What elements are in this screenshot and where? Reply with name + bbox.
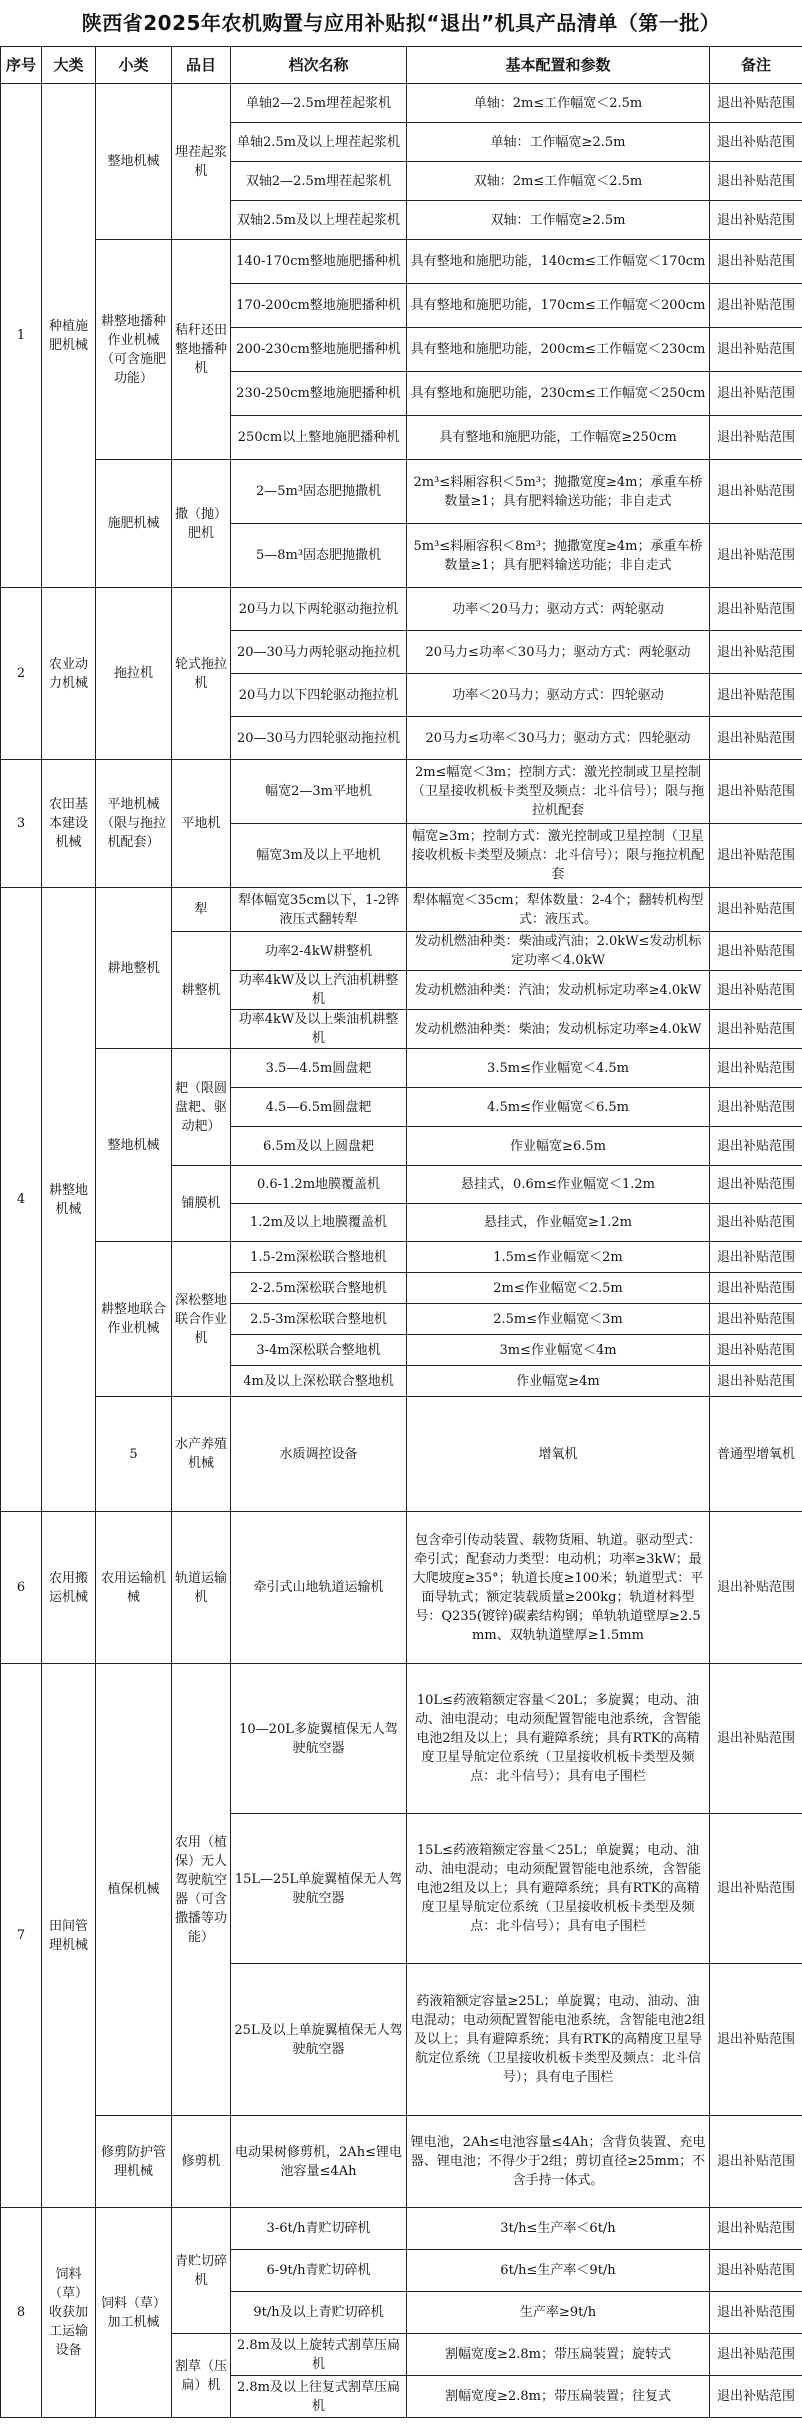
cell-name: 1.2m及以上地膜覆盖机: [231, 1204, 407, 1242]
cell-remark: 退出补贴范围: [710, 824, 802, 888]
cell-name: 功率4kW及以上柴油机耕整机: [231, 1010, 407, 1049]
cell-spec: 悬挂式，0.6m≤作业幅宽＜1.2m: [407, 1166, 710, 1204]
cell-name: 4m及以上深松联合整地机: [231, 1366, 407, 1397]
cell-remark: 退出补贴范围: [710, 1814, 802, 1964]
header-seq: 序号: [1, 47, 42, 84]
cell-remark: 退出补贴范围: [710, 328, 802, 372]
cell-item: 青贮切碎机: [172, 2208, 231, 2334]
cell-name: 双轴2.5m及以上埋茬起浆机: [231, 201, 407, 240]
cell-name: 3-6t/h青贮切碎机: [231, 2208, 407, 2250]
cell-name: 140-170cm整地施肥播种机: [231, 240, 407, 284]
table-row: [1, 1664, 802, 1814]
cell-name: 单轴2.5m及以上埋茬起浆机: [231, 123, 407, 162]
cell-remark: 退出补贴范围: [710, 2116, 802, 2208]
cell-major: 水产养殖机械: [172, 1397, 231, 1512]
cell-spec: 4.5m≤作业幅宽＜6.5m: [407, 1088, 710, 1127]
cell-name: 20—30马力两轮驱动拖拉机: [231, 631, 407, 674]
cell-name: 幅宽2—3m平地机: [231, 760, 407, 824]
header-minor: 小类: [96, 47, 172, 84]
cell-spec: 单轴：工作幅宽≥2.5m: [407, 123, 710, 162]
cell-item: 平地机: [172, 760, 231, 888]
cell-name: 3.5—4.5m圆盘耙: [231, 1049, 407, 1088]
cell-spec: 15L≤药液箱额定容量＜25L；单旋翼；电动、油动、油电混动；电动须配置智能电池系统，含智能电池2组及以上；具有避障系统；具有RTK的高精度卫星导航定位系统（卫星接收机板卡类型及频点：北斗信号）；具有电子围栏: [407, 1814, 710, 1964]
cell-name: 230-250cm整地施肥播种机: [231, 372, 407, 416]
cell-remark: 退出补贴范围: [710, 1127, 802, 1166]
cell-spec: 2m≤作业幅宽＜2.5m: [407, 1273, 710, 1304]
cell-remark: 退出补贴范围: [710, 162, 802, 201]
cell-remark: 退出补贴范围: [710, 1664, 802, 1814]
table-row: [1, 2208, 802, 2250]
cell-remark: 退出补贴范围: [710, 932, 802, 971]
cell-name: 双轴2—2.5m埋茬起浆机: [231, 162, 407, 201]
cell-item: 割草（压扁）机: [172, 2334, 231, 2418]
cell-name: 2.8m及以上往复式割草压扁机: [231, 2376, 407, 2418]
table-row: [1, 760, 802, 824]
cell-remark: 退出补贴范围: [710, 888, 802, 932]
cell-name: 20—30马力四轮驱动拖拉机: [231, 717, 407, 760]
cell-major: 农田基本建设机械: [42, 760, 96, 888]
cell-remark: 退出补贴范围: [710, 717, 802, 760]
cell-spec: 双轴：2m≤工作幅宽＜2.5m: [407, 162, 710, 201]
cell-spec: 20马力≤功率＜30马力；驱动方式：两轮驱动: [407, 631, 710, 674]
cell-name: 2-2.5m深松联合整地机: [231, 1273, 407, 1304]
cell-spec: 发动机燃油种类：汽油；发动机标定功率≥4.0kW: [407, 971, 710, 1010]
cell-spec: 3.5m≤作业幅宽＜4.5m: [407, 1049, 710, 1088]
cell-remark: 退出补贴范围: [710, 2376, 802, 2418]
cell-remark: 退出补贴范围: [710, 1512, 802, 1664]
cell-spec: 具有整地和施肥功能，230cm≤工作幅宽＜250cm: [407, 372, 710, 416]
cell-remark: 退出补贴范围: [710, 372, 802, 416]
cell-remark: 退出补贴范围: [710, 631, 802, 674]
cell-major: 种植施肥机械: [42, 84, 96, 588]
cell-remark: 退出补贴范围: [710, 588, 802, 631]
table-row: [1, 2116, 802, 2208]
cell-seq: 1: [1, 84, 42, 588]
cell-name: 牵引式山地轨道运输机: [231, 1512, 407, 1664]
cell-spec: 6t/h≤生产率＜9t/h: [407, 2250, 710, 2292]
cell-item: 铺膜机: [172, 1166, 231, 1242]
cell-remark: 退出补贴范围: [710, 84, 802, 123]
cell-spec: 双轴：工作幅宽≥2.5m: [407, 201, 710, 240]
table-header-row: [1, 47, 802, 84]
cell-minor: 农用运输机械: [96, 1512, 172, 1664]
cell-spec: 3t/h≤生产率＜6t/h: [407, 2208, 710, 2250]
cell-remark: 退出补贴范围: [710, 1366, 802, 1397]
cell-seq: 3: [1, 760, 42, 888]
cell-seq: 7: [1, 1664, 42, 2208]
cell-name: 4.5—6.5m圆盘耙: [231, 1088, 407, 1127]
cell-remark: 退出补贴范围: [710, 1010, 802, 1049]
cell-spec: 功率＜20马力；驱动方式：四轮驱动: [407, 674, 710, 717]
cell-spec: 2m≤幅宽＜3m；控制方式：激光控制或卫星控制（卫星接收机板卡类型及频点：北斗信号）；限与拖拉机配套: [407, 760, 710, 824]
cell-seq: 6: [1, 1512, 42, 1664]
cell-name: 普通型增氧机: [710, 1397, 802, 1512]
cell-spec: 作业幅宽≥6.5m: [407, 1127, 710, 1166]
cell-spec: 发动机燃油种类：柴油；发动机标定功率≥4.0kW: [407, 1010, 710, 1049]
cell-name: 2.5-3m深松联合整地机: [231, 1304, 407, 1335]
cell-minor: 修剪防护管理机械: [96, 2116, 172, 2208]
cell-minor: 耕地整机: [96, 888, 172, 1049]
cell-name: 2.8m及以上旋转式割草压扁机: [231, 2334, 407, 2376]
cell-item: 撒（抛）肥机: [172, 460, 231, 588]
cell-name: 6.5m及以上圆盘耙: [231, 1127, 407, 1166]
cell-name: 200-230cm整地施肥播种机: [231, 328, 407, 372]
cell-name: 170-200cm整地施肥播种机: [231, 284, 407, 328]
cell-name: 电动果树修剪机，2Ah≤锂电池容量≤4Ah: [231, 2116, 407, 2208]
cell-item: 耙（限圆盘耙、驱动耙）: [172, 1049, 231, 1166]
cell-spec: 锂电池，2Ah≤电池容量≤4Ah；含背负装置、充电器、锂电池；不得少于2组；剪切直径≥25mm；不含手持一体式。: [407, 2116, 710, 2208]
cell-remark: 退出补贴范围: [710, 284, 802, 328]
cell-remark: 退出补贴范围: [710, 674, 802, 717]
cell-remark: 退出补贴范围: [710, 416, 802, 460]
header-item: 品目: [172, 47, 231, 84]
cell-name: 25L及以上单旋翼植保无人驾驶航空器: [231, 1964, 407, 2116]
header-major: 大类: [42, 47, 96, 84]
table-row: [1, 1397, 802, 1512]
cell-remark: 退出补贴范围: [710, 1335, 802, 1366]
cell-remark: 退出补贴范围: [710, 2208, 802, 2250]
cell-minor: 整地机械: [96, 84, 172, 240]
header-spec: 基本配置和参数: [407, 47, 710, 84]
header-name: 档次名称: [231, 47, 407, 84]
cell-spec: 药液箱额定容量≥25L；单旋翼；电动、油动、油电混动；电动须配置智能电池系统，含智能电池2组及以上；具有避障系统；具有RTK的高精度卫星导航定位系统（卫星接收机板卡类型及频点：北斗信号）；具有电子围栏: [407, 1964, 710, 2116]
cell-spec: 5m³≤料厢容积＜8m³；抛撒宽度≥4m；承重车桥数量≥1；具有肥料输送功能；非自走式: [407, 524, 710, 588]
cell-item: 耕整机: [172, 932, 231, 1049]
cell-remark: 退出补贴范围: [710, 524, 802, 588]
cell-remark: 退出补贴范围: [710, 1242, 802, 1273]
cell-remark: 退出补贴范围: [710, 760, 802, 824]
cell-remark: 退出补贴范围: [710, 2334, 802, 2376]
cell-minor: 水质调控设备: [231, 1397, 407, 1512]
table-row: [1, 84, 802, 123]
cell-name: 0.6-1.2m地膜覆盖机: [231, 1166, 407, 1204]
cell-spec: 悬挂式，作业幅宽≥1.2m: [407, 1204, 710, 1242]
cell-spec: 具有整地和施肥功能，140cm≤工作幅宽＜170cm: [407, 240, 710, 284]
cell-name: 功率2-4kW耕整机: [231, 932, 407, 971]
cell-remark: 退出补贴范围: [710, 1964, 802, 2116]
table-row: [1, 888, 802, 932]
cell-spec: 包含牵引传动装置、载物货厢、轨道。驱动型式：牵引式；配套动力类型：电动机；功率≥3kW；最大爬坡度≥35°；轨道长度≥100米；轨道型式：平面导轨式；额定装载质量≥200kg；轨道材料型号：Q235(镀锌)碳素结构钢；单轨轨道壁厚≥2.5mm、双轨轨道壁厚≥1.5mm: [407, 1512, 710, 1664]
cell-name: 单轴2—2.5m埋茬起浆机: [231, 84, 407, 123]
cell-name: 幅宽3m及以上平地机: [231, 824, 407, 888]
cell-name: 250cm以上整地施肥播种机: [231, 416, 407, 460]
cell-remark: 退出补贴范围: [710, 201, 802, 240]
table-row: [1, 240, 802, 284]
page-title: 陕西省2025年农机购置与应用补贴拟“退出”机具产品清单（第一批）: [81, 11, 721, 35]
cell-item: 犁: [172, 888, 231, 932]
cell-major: 耕整地机械: [42, 888, 96, 1512]
cell-seq: 4: [1, 888, 42, 1512]
cell-minor: 整地机械: [96, 1049, 172, 1242]
cell-name: 2—5m³固态肥抛撒机: [231, 460, 407, 524]
cell-spec: 1.5m≤作业幅宽＜2m: [407, 1242, 710, 1273]
cell-major: 农用搬运机械: [42, 1512, 96, 1664]
cell-remark: 退出补贴范围: [710, 1166, 802, 1204]
cell-seq: 5: [96, 1397, 172, 1512]
cell-minor: 饲料（草）加工机械: [96, 2208, 172, 2418]
table-row: [1, 588, 802, 631]
cell-seq: 8: [1, 2208, 42, 2418]
cell-minor: 植保机械: [96, 1664, 172, 2116]
cell-item: 埋茬起浆机: [172, 84, 231, 240]
cell-name: 20马力以下两轮驱动拖拉机: [231, 588, 407, 631]
cell-remark: 退出补贴范围: [710, 1204, 802, 1242]
cell-major: 饲料（草）收获加工运输设备: [42, 2208, 96, 2418]
cell-name: 功率4kW及以上汽油机耕整机: [231, 971, 407, 1010]
cell-spec: 割幅宽度≥2.8m；带压扁装置；往复式: [407, 2376, 710, 2418]
cell-item: 农用（植保）无人驾驶航空器（可含撒播等功能）: [172, 1664, 231, 2116]
cell-name: 1.5-2m深松联合整地机: [231, 1242, 407, 1273]
cell-minor: 耕整地播种作业机械（可含施肥功能）: [96, 240, 172, 460]
cell-remark: 退出补贴范围: [710, 1304, 802, 1335]
cell-minor: 耕整地联合作业机械: [96, 1242, 172, 1397]
cell-item: 增氧机: [407, 1397, 710, 1512]
cell-name: 5—8m³固态肥抛撒机: [231, 524, 407, 588]
cell-item: 秸秆还田整地播种机: [172, 240, 231, 460]
cell-spec: 10L≤药液箱额定容量＜20L；多旋翼；电动、油动、油电混动；电动须配置智能电池系统，含智能电池2组及以上；具有避障系统；具有RTK的高精度卫星导航定位系统（卫星接收机板卡类型及频点：北斗信号）；具有电子围栏: [407, 1664, 710, 1814]
cell-major: 田间管理机械: [42, 1664, 96, 2208]
cell-spec: 割幅宽度≥2.8m；带压扁装置；旋转式: [407, 2334, 710, 2376]
header-remark: 备注: [710, 47, 802, 84]
cell-remark: 退出补贴范围: [710, 1273, 802, 1304]
cell-name: 犁体幅宽35cm以下，1-2铧液压式翻转犁: [231, 888, 407, 932]
cell-item: 修剪机: [172, 2116, 231, 2208]
cell-spec: 发动机燃油种类：柴油或汽油；2.0kW≤发动机标定功率＜4.0kW: [407, 932, 710, 971]
cell-item: 轮式拖拉机: [172, 588, 231, 760]
cell-remark: 退出补贴范围: [710, 2250, 802, 2292]
cell-name: 15L—25L单旋翼植保无人驾驶航空器: [231, 1814, 407, 1964]
cell-remark: 退出补贴范围: [710, 2292, 802, 2334]
product-table: [0, 46, 802, 2418]
cell-item: 轨道运输机: [172, 1512, 231, 1664]
cell-remark: 退出补贴范围: [710, 1088, 802, 1127]
cell-remark: 退出补贴范围: [710, 123, 802, 162]
cell-spec: 具有整地和施肥功能，170cm≤工作幅宽＜200cm: [407, 284, 710, 328]
cell-spec: 单轴：2m≤工作幅宽＜2.5m: [407, 84, 710, 123]
cell-seq: 2: [1, 588, 42, 760]
cell-spec: 20马力≤功率＜30马力；驱动方式：四轮驱动: [407, 717, 710, 760]
cell-spec: 2m³≤料厢容积＜5m³；抛撒宽度≥4m；承重车桥数量≥1；具有肥料输送功能；非自走式: [407, 460, 710, 524]
cell-spec: 生产率≥9t/h: [407, 2292, 710, 2334]
cell-minor: 拖拉机: [96, 588, 172, 760]
table-row: [1, 1512, 802, 1664]
cell-spec: 具有整地和施肥功能，工作幅宽≥250cm: [407, 416, 710, 460]
cell-spec: 功率＜20马力；驱动方式：两轮驱动: [407, 588, 710, 631]
cell-spec: 具有整地和施肥功能，200cm≤工作幅宽＜230cm: [407, 328, 710, 372]
cell-minor: 平地机械（限与拖拉机配套）: [96, 760, 172, 888]
cell-spec: 3m≤作业幅宽＜4m: [407, 1335, 710, 1366]
cell-spec: 2.5m≤作业幅宽＜3m: [407, 1304, 710, 1335]
cell-spec: 作业幅宽≥4m: [407, 1366, 710, 1397]
cell-spec: 幅宽≥3m；控制方式：激光控制或卫星控制（卫星接收机板卡类型及频点：北斗信号）；限与拖拉机配套: [407, 824, 710, 888]
cell-spec: 犁体幅宽＜35cm；犁体数量：2-4个；翻转机构型式：液压式。: [407, 888, 710, 932]
table-row: [1, 1049, 802, 1088]
cell-remark: 退出补贴范围: [710, 460, 802, 524]
table-row: [1, 1242, 802, 1273]
cell-name: 6-9t/h青贮切碎机: [231, 2250, 407, 2292]
cell-remark: 退出补贴范围: [710, 240, 802, 284]
cell-name: 20马力以下四轮驱动拖拉机: [231, 674, 407, 717]
cell-remark: 退出补贴范围: [710, 971, 802, 1010]
table-row: [1, 460, 802, 524]
cell-name: 10—20L多旋翼植保无人驾驶航空器: [231, 1664, 407, 1814]
cell-major: 农业动力机械: [42, 588, 96, 760]
cell-item: 深松整地联合作业机: [172, 1242, 231, 1397]
cell-remark: 退出补贴范围: [710, 1049, 802, 1088]
cell-name: 9t/h及以上青贮切碎机: [231, 2292, 407, 2334]
cell-minor: 施肥机械: [96, 460, 172, 588]
cell-name: 3-4m深松联合整地机: [231, 1335, 407, 1366]
